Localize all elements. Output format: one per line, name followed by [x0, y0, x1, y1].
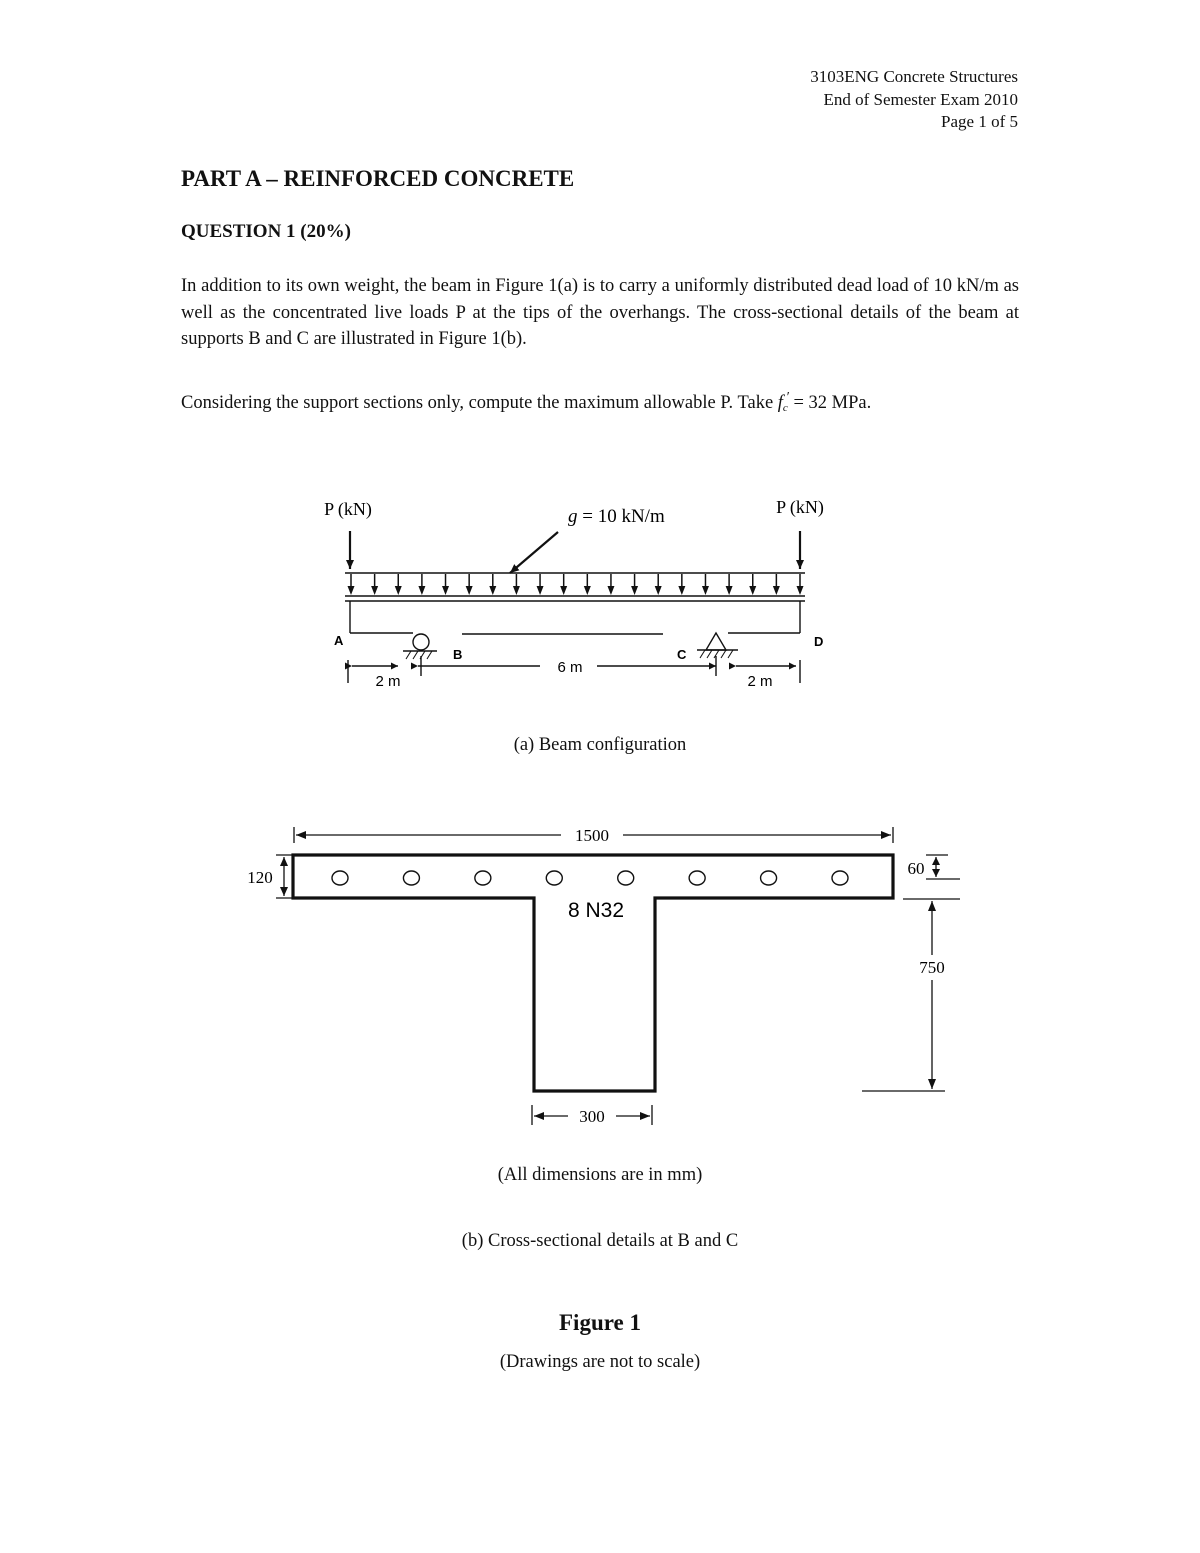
- rebar-circle: [761, 871, 777, 885]
- left-load-label: P (kN): [324, 499, 372, 519]
- figure-title: Figure 1: [559, 1310, 641, 1335]
- effective-depth-dimension: [862, 899, 960, 1091]
- cover-depth-label: 60: [907, 859, 925, 878]
- figure-note: (Drawings are not to scale): [499, 1352, 701, 1372]
- course-name: 3103ENG Concrete Structures: [810, 67, 1018, 86]
- cover-depth-dimension: [926, 855, 960, 879]
- right-load-label: P (kN): [776, 497, 824, 517]
- point-label-d: D: [814, 634, 824, 649]
- concrete-strength-symbol: $f_c'$: [777, 390, 789, 415]
- rebar-circle: [832, 871, 848, 885]
- question-title: QUESTION 1 (20%): [181, 221, 351, 242]
- t-beam-outline: [293, 855, 893, 1091]
- dim-right-label: 2 m: [747, 673, 773, 690]
- web-width-label: 300: [579, 1107, 605, 1126]
- point-label-b: B: [453, 647, 463, 662]
- caption-b: (b) Cross-sectional details at B and C: [461, 1231, 739, 1251]
- rebar-circle: [475, 871, 491, 885]
- question-paragraph-1: In addition to its own weight, the beam in Figure 1(a) is to carry a uniformly distributed dead load of 10 kN/m as well as the concentrated live loads P at the tips of the overhangs. The cross-sectional details of the beam at supports B and C are illustrated in Figure 1(b).: [181, 276, 1019, 349]
- effective-depth-label: 750: [919, 958, 945, 977]
- rebar-circle: [403, 871, 419, 885]
- udl-label: g = 10 kN/m: [568, 506, 665, 527]
- paragraph-2-value: = 32 MPa.: [788, 393, 872, 414]
- rebar-circle: [332, 871, 348, 885]
- rebar-circle: [618, 871, 634, 885]
- rebar-circle: [689, 871, 705, 885]
- paragraph-2-text: Considering the support sections only, compute the maximum allowable P. Take: [181, 393, 778, 414]
- reinforcing-bars: [332, 871, 848, 885]
- caption-a: (a) Beam configuration: [513, 735, 687, 755]
- exam-name: End of Semester Exam 2010: [823, 89, 1018, 109]
- point-label-c: C: [677, 647, 687, 662]
- part-title: PART A – REINFORCED CONCRETE: [181, 166, 575, 191]
- dim-mid-label: 6 m: [557, 659, 583, 676]
- dimensions-note: (All dimensions are in mm): [497, 1165, 703, 1185]
- flange-depth-label: 120: [247, 868, 273, 887]
- dim-left-label: 2 m: [375, 673, 401, 690]
- flange-width-label: 1500: [575, 826, 609, 845]
- bar-label: 8 N32: [567, 899, 625, 922]
- point-label-a: A: [334, 633, 344, 648]
- page-number: Page 1 of 5: [941, 112, 1018, 131]
- rebar-circle: [546, 871, 562, 885]
- flange-depth-dimension: [276, 855, 293, 898]
